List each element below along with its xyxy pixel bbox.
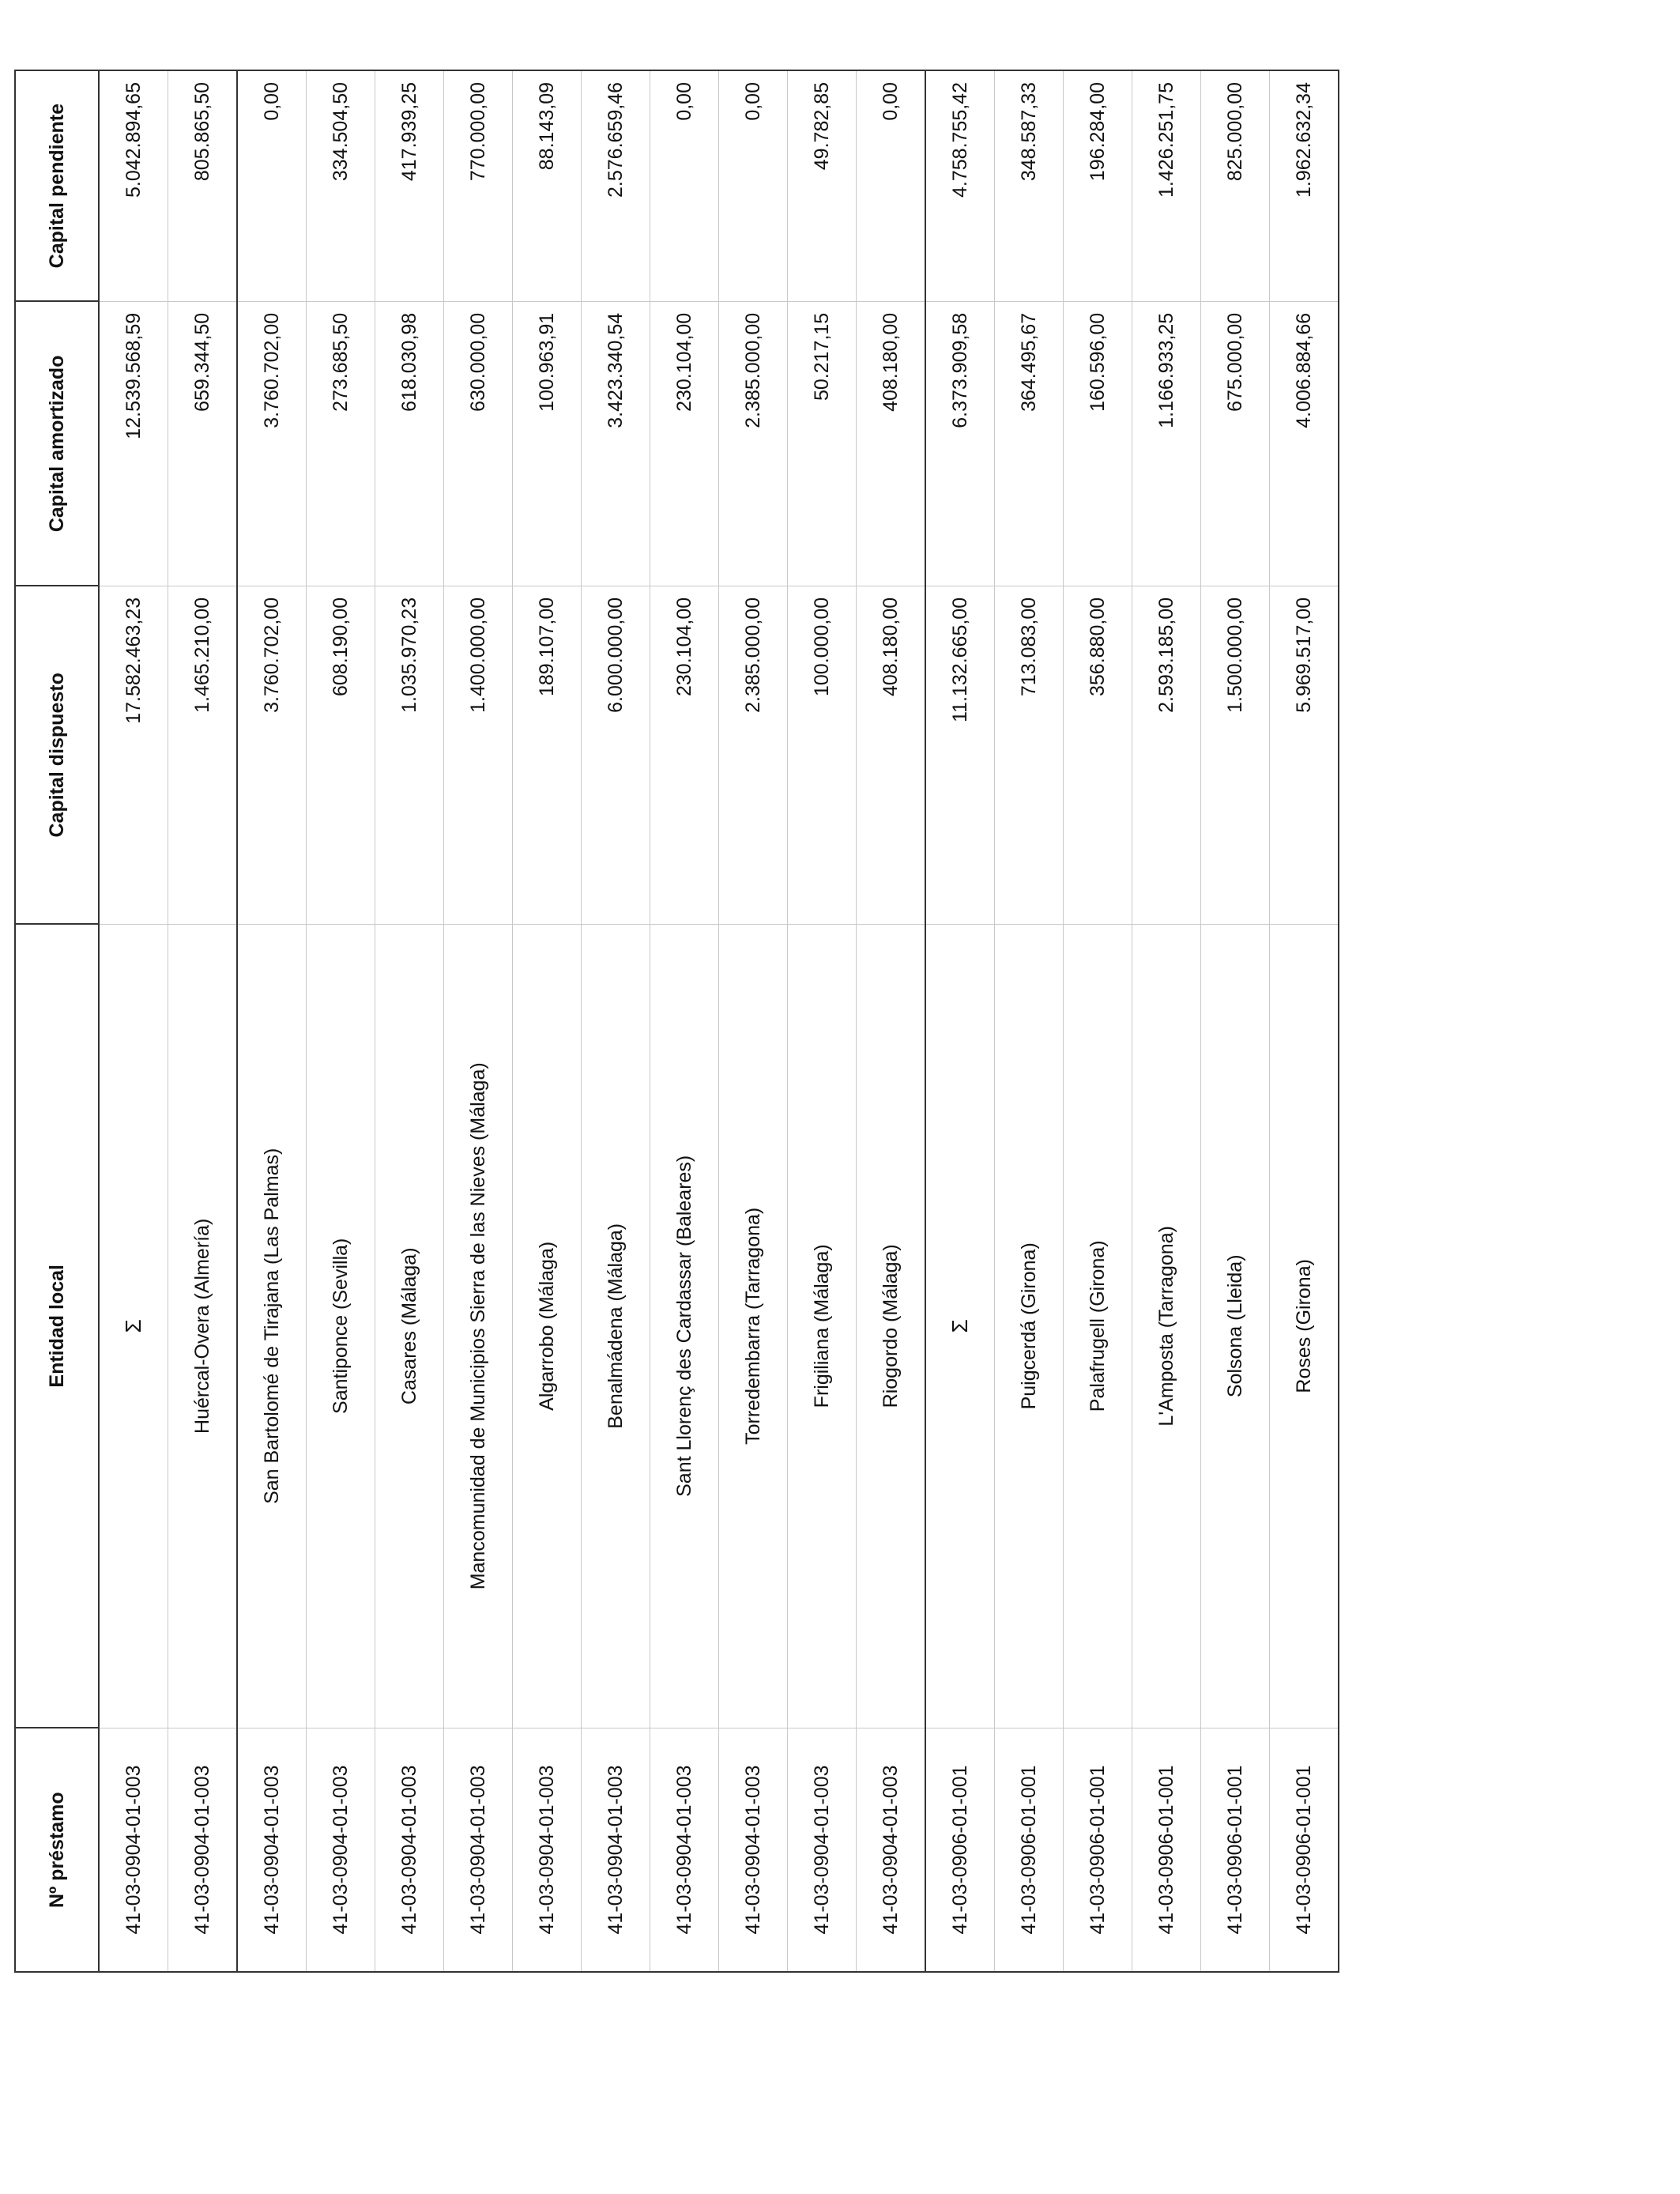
capital-amortized-cell: 6.373.909,58 (925, 301, 995, 586)
capital-disposed-cell: 1.035.970,23 (375, 586, 444, 924)
entity-cell: Santiponce (Sevilla) (307, 924, 375, 1728)
capital-disposed-cell: 100.000,00 (788, 586, 857, 924)
table-row (719, 70, 788, 1972)
entity-cell: Sant Llorenç des Cardassar (Baleares) (650, 924, 719, 1728)
capital-amortized-cell: 1.166.933,25 (1132, 301, 1201, 586)
capital-pending-cell: 417.939,25 (375, 70, 444, 301)
capital-disposed-cell: 230.104,00 (650, 586, 719, 924)
loan-number-cell: 41-03-0906-01-001 (1064, 1728, 1132, 1972)
table-row (1132, 70, 1201, 1972)
summary-row (99, 70, 168, 1972)
loan-number-cell: 41-03-0904-01-003 (513, 1728, 582, 1972)
capital-pending-cell: 49.782,85 (788, 70, 857, 301)
capital-amortized-cell: 3.423.340,54 (582, 301, 650, 586)
capital-amortized-cell: 4.006.884,66 (1270, 301, 1339, 586)
capital-disposed-cell: 6.000.000,00 (582, 586, 650, 924)
header-capital-pending: Capital pendiente (15, 70, 99, 301)
table-row (444, 70, 513, 1972)
capital-pending-cell: 0,00 (237, 70, 307, 301)
table-row (650, 70, 719, 1972)
loan-number-cell: 41-03-0904-01-003 (99, 1728, 168, 1972)
capital-disposed-cell: 11.132.665,00 (925, 586, 995, 924)
table-row (582, 70, 650, 1972)
capital-disposed-cell: 3.760.702,00 (237, 586, 307, 924)
capital-pending-cell: 334.504,50 (307, 70, 375, 301)
loan-number-cell: 41-03-0904-01-003 (307, 1728, 375, 1972)
capital-amortized-cell: 618.030,98 (375, 301, 444, 586)
table-row (375, 70, 444, 1972)
table-row (307, 70, 375, 1972)
table-row (168, 70, 238, 1972)
header-row (15, 70, 99, 1972)
loan-number-cell: 41-03-0904-01-003 (168, 1728, 238, 1972)
loan-number-cell: 41-03-0904-01-003 (650, 1728, 719, 1972)
loan-number-cell: 41-03-0906-01-001 (1132, 1728, 1201, 1972)
capital-disposed-cell: 408.180,00 (857, 586, 926, 924)
loan-number-cell: 41-03-0906-01-001 (1201, 1728, 1270, 1972)
capital-pending-cell: 825.000,00 (1201, 70, 1270, 301)
capital-pending-cell: 1.962.632,34 (1270, 70, 1339, 301)
capital-amortized-cell: 160.596,00 (1064, 301, 1132, 586)
table-row (788, 70, 857, 1972)
entity-cell: Solsona (Lleida) (1201, 924, 1270, 1728)
capital-pending-cell: 348.587,33 (995, 70, 1064, 301)
capital-disposed-cell: 17.582.463,23 (99, 586, 168, 924)
capital-amortized-cell: 659.344,50 (168, 301, 238, 586)
capital-pending-cell: 2.576.659,46 (582, 70, 650, 301)
capital-disposed-cell: 189.107,00 (513, 586, 582, 924)
capital-amortized-cell: 364.495,67 (995, 301, 1064, 586)
loan-number-cell: 41-03-0904-01-003 (375, 1728, 444, 1972)
entity-cell: L'Amposta (Tarragona) (1132, 924, 1201, 1728)
table-row (995, 70, 1064, 1972)
capital-disposed-cell: 1.400.000,00 (444, 586, 513, 924)
loan-number-cell: 41-03-0906-01-001 (995, 1728, 1064, 1972)
capital-amortized-cell: 50.217,15 (788, 301, 857, 586)
summary-row (925, 70, 995, 1972)
capital-disposed-cell: 1.500.000,00 (1201, 586, 1270, 924)
capital-pending-cell: 1.426.251,75 (1132, 70, 1201, 301)
loan-number-cell: 41-03-0906-01-001 (925, 1728, 995, 1972)
entity-cell: Puigcerdá (Girona) (995, 924, 1064, 1728)
table-row (1201, 70, 1270, 1972)
capital-amortized-cell: 2.385.000,00 (719, 301, 788, 586)
capital-pending-cell: 88.143,09 (513, 70, 582, 301)
rotated-page (14, 70, 1332, 1973)
capital-pending-cell: 0,00 (650, 70, 719, 301)
capital-disposed-cell: 2.593.185,00 (1132, 586, 1201, 924)
table-row (857, 70, 926, 1972)
capital-disposed-cell: 608.190,00 (307, 586, 375, 924)
capital-pending-cell: 196.284,00 (1064, 70, 1132, 301)
entity-cell: Casares (Málaga) (375, 924, 444, 1728)
capital-amortized-cell: 675.000,00 (1201, 301, 1270, 586)
capital-disposed-cell: 1.465.210,00 (168, 586, 238, 924)
capital-amortized-cell: 630.000,00 (444, 301, 513, 586)
capital-pending-cell: 770.000,00 (444, 70, 513, 301)
header-capital-disposed: Capital dispuesto (15, 586, 99, 924)
entity-cell: Benalmádena (Málaga) (582, 924, 650, 1728)
loan-number-cell: 41-03-0904-01-003 (444, 1728, 513, 1972)
sigma-cell: Σ (925, 924, 995, 1728)
entity-cell: Algarrobo (Málaga) (513, 924, 582, 1728)
capital-disposed-cell: 5.969.517,00 (1270, 586, 1339, 924)
entity-cell: Riogordo (Málaga) (857, 924, 926, 1728)
capital-pending-cell: 0,00 (719, 70, 788, 301)
loan-number-cell: 41-03-0904-01-003 (237, 1728, 307, 1972)
loan-number-cell: 41-03-0904-01-003 (719, 1728, 788, 1972)
capital-amortized-cell: 12.539.568,59 (99, 301, 168, 586)
capital-amortized-cell: 273.685,50 (307, 301, 375, 586)
entity-cell: Roses (Girona) (1270, 924, 1339, 1728)
sigma-cell: Σ (99, 924, 168, 1728)
capital-amortized-cell: 408.180,00 (857, 301, 926, 586)
capital-disposed-cell: 2.385.000,00 (719, 586, 788, 924)
header-capital-amortized: Capital amortizado (15, 301, 99, 586)
header-local-entity: Entidad local (15, 924, 99, 1728)
loan-number-cell: 41-03-0904-01-003 (857, 1728, 926, 1972)
entity-cell: Huércal-Overa (Almería) (168, 924, 238, 1728)
entity-cell: Mancomunidad de Municipios Sierra de las Nieves (Málaga) (444, 924, 513, 1728)
loan-number-cell: 41-03-0906-01-001 (1270, 1728, 1339, 1972)
capital-amortized-cell: 100.963,91 (513, 301, 582, 586)
capital-amortized-cell: 3.760.702,00 (237, 301, 307, 586)
entity-cell: San Bartolomé de Tirajana (Las Palmas) (237, 924, 307, 1728)
loan-table (14, 70, 1339, 1973)
loan-number-cell: 41-03-0904-01-003 (788, 1728, 857, 1972)
capital-pending-cell: 4.758.755,42 (925, 70, 995, 301)
entity-cell: Torredembarra (Tarragona) (719, 924, 788, 1728)
capital-amortized-cell: 230.104,00 (650, 301, 719, 586)
capital-disposed-cell: 713.083,00 (995, 586, 1064, 924)
capital-pending-cell: 5.042.894,65 (99, 70, 168, 301)
loan-number-cell: 41-03-0904-01-003 (582, 1728, 650, 1972)
capital-pending-cell: 0,00 (857, 70, 926, 301)
capital-pending-cell: 805.865,50 (168, 70, 238, 301)
entity-cell: Frigiliana (Málaga) (788, 924, 857, 1728)
table-row (513, 70, 582, 1972)
entity-cell: Palafrugell (Girona) (1064, 924, 1132, 1728)
header-loan-number: Nº préstamo (15, 1728, 99, 1972)
capital-disposed-cell: 356.880,00 (1064, 586, 1132, 924)
table-row (237, 70, 307, 1972)
table-row (1270, 70, 1339, 1972)
table-row (1064, 70, 1132, 1972)
